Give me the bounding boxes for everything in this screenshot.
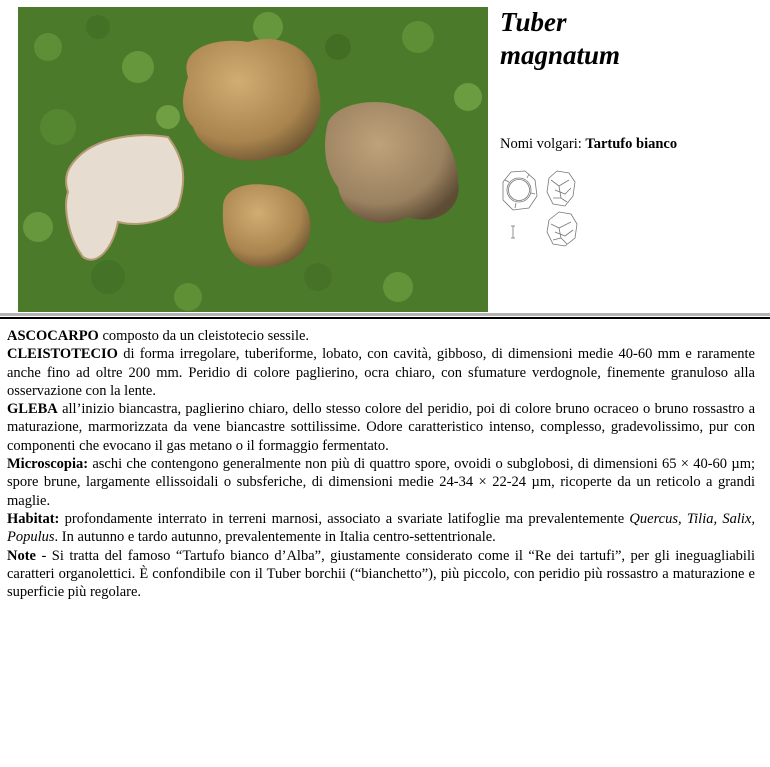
note-text: - Si tratta del famoso “Tartufo bianco d’Alba”, giustamente considerato come il “Re dei tartufi”, per gli ineguagliabili caratteri organolettici. È confondibile con il Tuber borchii (“bianchetto”), più piccolo, con peridio più rossastro a maturazione e superficie più regolare.: [7, 547, 755, 601]
common-name: Tartufo bianco: [585, 136, 678, 152]
spore-illustrations: [499, 168, 589, 253]
species-description: [7, 327, 755, 601]
species-title-epithet: magnatum: [500, 40, 621, 70]
truffle-photo-illustration: [18, 7, 488, 312]
common-name-label: Nomi volgari:: [500, 136, 586, 152]
common-name-line: [500, 136, 677, 153]
habitat-genera: Quercus, Tilia, Salix, Populus: [7, 510, 755, 546]
species-title: [500, 6, 620, 72]
habitat-label: Habitat:: [7, 510, 60, 527]
microscopia-text: aschi che contengono generalmente non più di quattro spore, ovoidi o subglobosi, di dimensioni 65 × 40-60 µm; spore brune, largamente ellissoidali o subsferiche, di dimensioni medie 24-34 × 22-24 µm, ricoperte da un reticolo a grandi maglie.: [7, 456, 755, 509]
cleistotecio-label: CLEISTOTECIO: [7, 346, 118, 363]
microscopia-paragraph: [7, 455, 755, 510]
ascocarpo-text: composto da un cleistotecio sessile.: [98, 328, 310, 344]
truffle-photo: [18, 7, 488, 312]
separator-line-gray: [0, 313, 770, 316]
gleba-text: all’inizio biancastra, paglierino chiaro, dello stesso colore del peridio, poi di colore bruno ocraceo o bruno rossastro a maturazione, marmorizzata da vene biancastre sottilissime. Odore caratteristico intenso, complesso, gradevolissimo, pur con componenti che evocano il gas metano o il formaggio fermentato.: [7, 401, 755, 454]
habitat-paragraph: [7, 510, 755, 547]
gleba-paragraph: [7, 400, 755, 455]
ascocarpo-paragraph: [7, 327, 755, 345]
cleistotecio-text: di forma irregolare, tuberiforme, lobato, con cavità, gibboso, di dimensioni medie 40-60 mm e raramente anche fino ad oltre 200 mm. Peridio di colore paglierino, ocra chiaro, con sfumature verdognole, finemente granuloso alla osservazione con la lente.: [7, 346, 755, 399]
species-title-genus: Tuber: [500, 7, 567, 37]
habitat-text-before: profondamente interrato in terreni marnosi, associato a svariate latifoglie ma prevalentemente: [59, 510, 630, 527]
habitat-text-after: . In autunno e tardo autunno, prevalentemente in Italia centro-settentrionale.: [54, 529, 496, 546]
gleba-label: GLEBA: [7, 401, 58, 418]
separator-line-black: [0, 317, 770, 319]
spore-drawings-icon: [499, 168, 589, 253]
note-paragraph: [7, 547, 755, 602]
note-label: Note: [7, 547, 36, 564]
ascocarpo-label: ASCOCARPO: [7, 328, 99, 344]
microscopia-label: Microscopia:: [7, 456, 89, 473]
cleistotecio-paragraph: [7, 345, 755, 400]
